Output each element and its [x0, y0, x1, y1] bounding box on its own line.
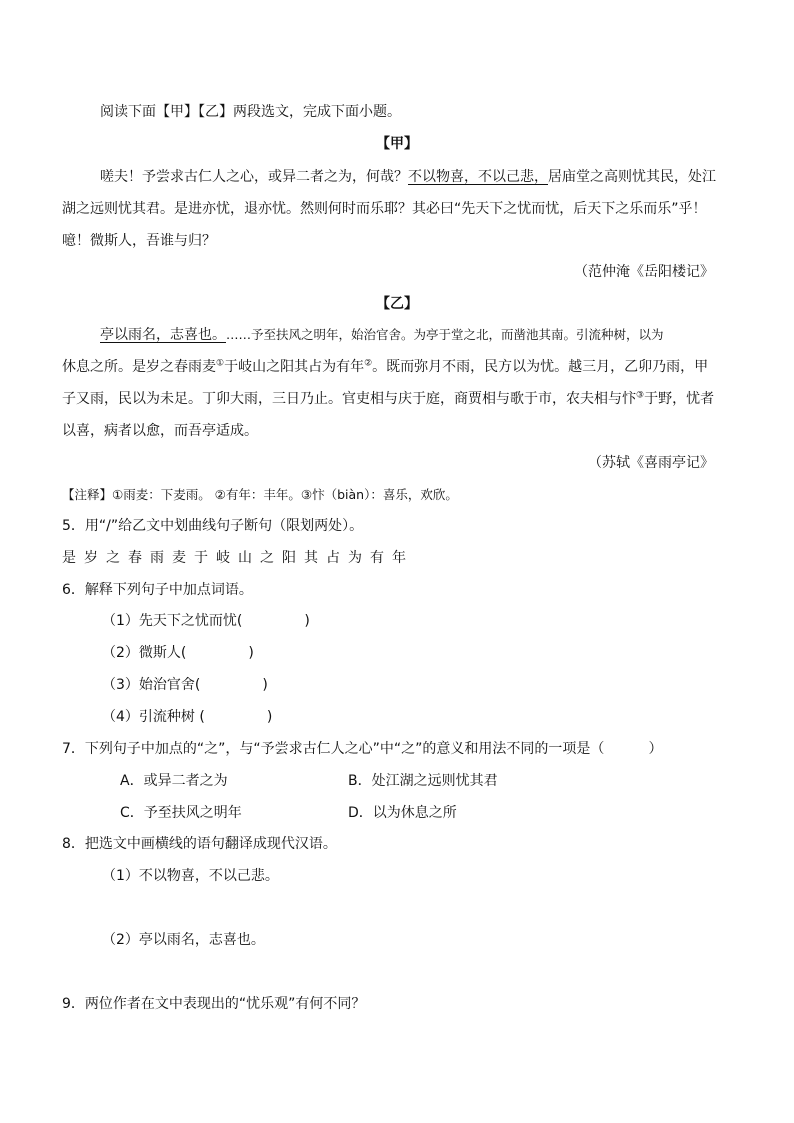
note-marker-3: ③ [636, 390, 645, 401]
q6-close-paren: ) [248, 645, 254, 661]
passage-a-line-1-start: 嗟夫！予尝求古仁人之心，或异二者之为，何哉？ [100, 169, 408, 185]
passage-b-heading: 【乙】 [376, 296, 418, 312]
q5-char: 年 [392, 550, 406, 566]
q5-char: 有 [370, 550, 384, 566]
q7-close-paren: ） [648, 741, 663, 757]
question-7-option-a: A．或异二者之为 [120, 773, 228, 789]
q5-char: 阳 [282, 550, 296, 566]
question-6-item-1 [102, 612, 310, 630]
q5-char: 岁 [84, 550, 98, 566]
passage-b-line-4: 以喜，病者以愈，而吾亭适成。 [62, 423, 258, 439]
question-8-item-1: （1）不以物喜，不以己悲。 [102, 868, 279, 884]
question-6-item-3 [102, 676, 268, 694]
q6-close-paren: ) [304, 613, 310, 629]
passage-b-underlined-sentence: 亭以雨名，志喜也。 [100, 327, 226, 343]
passage-b-line-2-a: 休息之所。是岁之春雨麦 [62, 359, 216, 375]
q5-char: 之 [260, 550, 274, 566]
passage-a-heading: 【甲】 [376, 136, 418, 152]
passage-a-line-1 [100, 168, 716, 186]
note-marker-1: ① [216, 358, 225, 369]
passage-a-line-1-end: 居庙堂之高则忧其民，处江 [548, 169, 716, 185]
passage-b-line-1 [100, 326, 664, 344]
passage-b-line-2-c: 。既而弥月不雨，民方以为忧。越三月，乙卯乃雨，甲 [372, 359, 709, 375]
q5-char: 为 [348, 550, 362, 566]
passage-a-source: （范仲淹《岳阳楼记》 [574, 264, 714, 280]
q5-char: 雨 [150, 550, 164, 566]
passage-b-line-2 [62, 358, 708, 376]
question-6-stem: 6．解释下列句子中加点词语。 [62, 582, 253, 598]
question-7-stem [62, 740, 662, 758]
q5-char: 占 [326, 550, 340, 566]
passage-b-source: （苏轼《喜雨亭记》 [588, 455, 714, 471]
q6-item-text: （1）先天下之忧而忧( [102, 613, 243, 629]
q5-char: 之 [106, 550, 120, 566]
q5-char: 于 [194, 550, 208, 566]
passage-b-line-3-b: 于野，忧者 [644, 391, 715, 407]
passage-b-line-3-a: 子又雨，民以为未足。丁卯大雨，三日乃止。官吏相与庆于庭，商贾相与歌于市，农夫相与忭 [62, 391, 636, 407]
question-8-item-2: （2）亭以雨名，志喜也。 [102, 932, 265, 948]
question-9-stem: 9．两位作者在文中表现出的“忧乐观”有何不同？ [62, 996, 366, 1012]
q6-item-text: （2）微斯人( [102, 645, 187, 661]
passage-b-line-3 [62, 390, 714, 408]
question-6-item-2 [102, 644, 254, 662]
q5-char: 山 [238, 550, 252, 566]
question-7-option-c: C．予至扶风之明年 [120, 805, 242, 821]
annotation-notes: 【注释】①雨麦：下麦雨。 ②有年：丰年。③忭（biàn）：喜乐，欢欣。 [62, 487, 458, 502]
passage-b-line-2-b: 于岐山之阳其占为有年 [224, 359, 365, 375]
q5-char: 岐 [216, 550, 230, 566]
note-marker-2: ② [364, 358, 373, 369]
q5-char: 春 [128, 550, 142, 566]
passage-a-line-2: 湖之远则忧其君。是进亦忧，退亦忧。然则何时而乐耶？其必曰“先天下之忧而忧，后天下之乐而乐”乎！ [62, 201, 707, 217]
q5-char: 麦 [172, 550, 186, 566]
q6-item-text: （4）引流种树 ( [102, 709, 205, 725]
question-6-item-4 [102, 708, 272, 726]
passage-b-line-1-text: ……予至扶风之明年，始治官舍。为亭于堂之北，而凿池其南。引流种树，以为 [226, 327, 664, 342]
q5-char: 是 [62, 550, 76, 566]
q5-char: 其 [304, 550, 318, 566]
q6-close-paren: ) [262, 677, 268, 693]
passage-a-line-3: 噫！微斯人，吾谁与归？ [62, 233, 216, 249]
question-7-option-b: B．处江湖之远则忧其君 [348, 773, 498, 789]
passage-a-underlined-sentence: 不以物喜，不以己悲， [408, 169, 548, 185]
question-5-stem: 5．用“/”给乙文中划曲线句子断句（限划两处）。 [62, 518, 364, 534]
q6-item-text: （3）始治官舍( [102, 677, 201, 693]
q6-close-paren: ) [266, 709, 273, 725]
question-8-stem: 8．把选文中画横线的语句翻译成现代汉语。 [62, 836, 337, 852]
question-5-sentence [62, 549, 414, 567]
q7-stem-text: 7．下列句子中加点的“之”，与“予尝求古仁人之心”中“之”的意义和用法不同的一项是（ [62, 741, 605, 757]
question-7-option-d: D．以为休息之所 [348, 805, 457, 821]
instructions: 阅读下面【甲】【乙】两段选文，完成下面小题。 [100, 104, 401, 120]
